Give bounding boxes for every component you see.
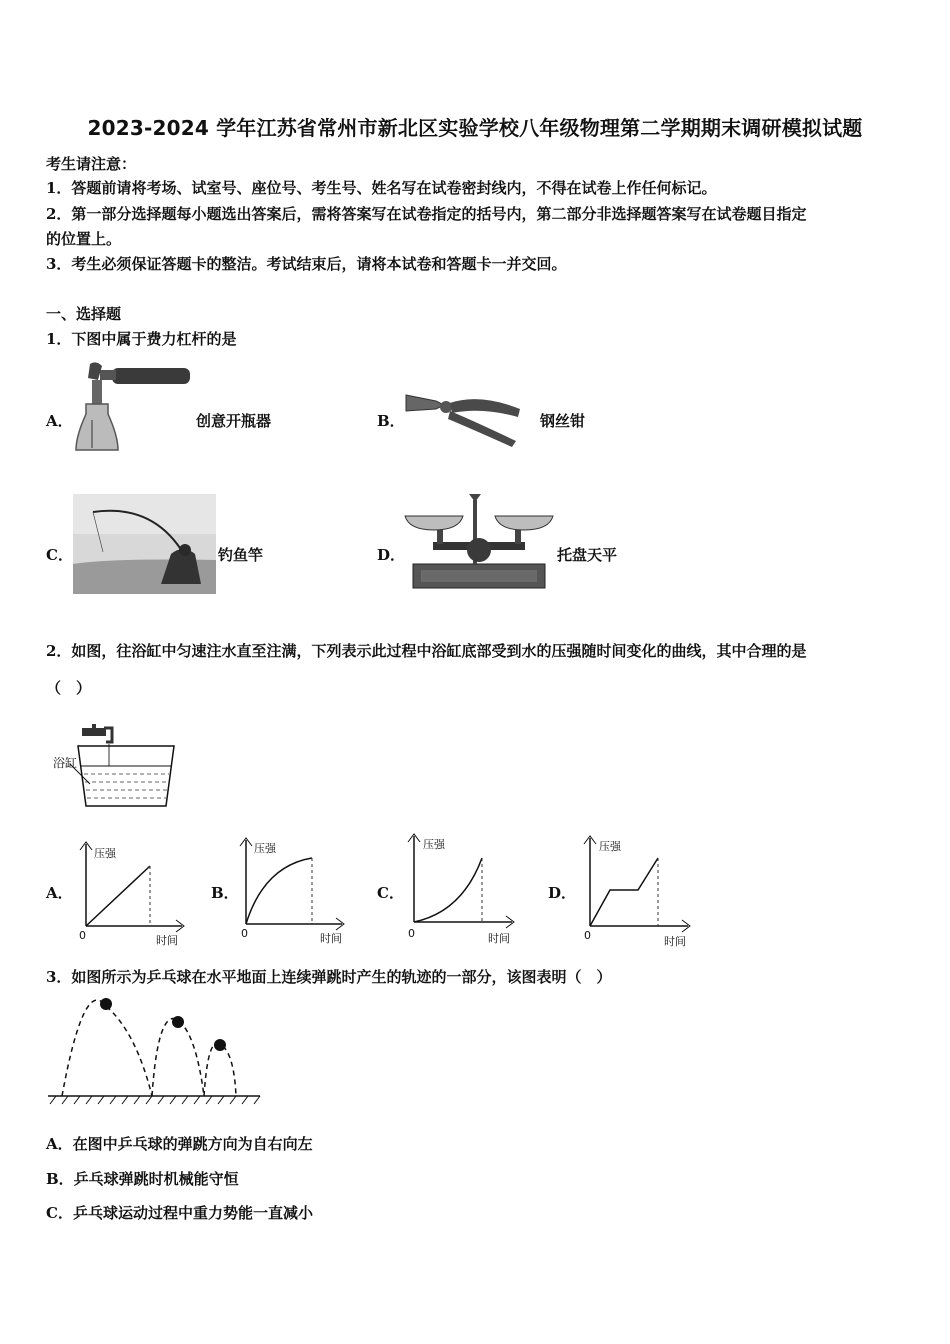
notice-item: 1．答题前请将考场、试室号、座位号、考生号、姓名写在试卷密封线内，不得在试卷上作任何标记。	[46, 179, 717, 197]
graph-a-origin: 0	[79, 929, 86, 942]
question-2-paren: （ ）	[46, 679, 92, 697]
graph-d-ylabel: 压强	[599, 840, 621, 853]
balance-image	[403, 490, 555, 592]
option-c-caption: 钓鱼竿	[218, 546, 264, 564]
graph-b-letter: B．	[211, 884, 239, 902]
graph-c-xlabel: 时间	[488, 932, 510, 945]
graph-b-xlabel: 时间	[320, 932, 342, 945]
graph-d	[574, 834, 694, 940]
graph-d-letter: D．	[548, 884, 577, 902]
question-2-stem: 2．如图，往浴缸中匀速注水直至注满，下列表示此过程中浴缸底部受到水的压强随时间变化的曲线，其中合理的是	[46, 642, 807, 660]
graph-b	[230, 836, 348, 938]
graph-c-letter: C．	[377, 884, 404, 902]
page-title: 2023-2024 学年江苏省常州市新北区实验学校八年级物理第二学期期末调研模拟试题	[87, 116, 863, 140]
notice-item: 2．第一部分选择题每小题选出答案后，需将答案写在试卷指定的括号内，第二部分非选择题答案写在试卷题目指定	[46, 205, 807, 223]
graph-a-ylabel: 压强	[94, 847, 116, 860]
question-3-stem: 3．如图所示为乒乓球在水平地面上连续弹跳时产生的轨迹的一部分，该图表明（ ）	[46, 968, 612, 986]
question-1-stem: 1．下图中属于费力杠杆的是	[46, 330, 237, 348]
bathtub-label: 浴缸	[53, 756, 78, 770]
question-3-option-c: C．乒乓球运动过程中重力势能一直减小	[46, 1204, 313, 1222]
graph-c-origin: 0	[408, 927, 415, 940]
graph-b-origin: 0	[241, 927, 248, 940]
section-heading: 一、选择题	[46, 305, 122, 323]
graph-d-xlabel: 时间	[664, 935, 686, 948]
pliers-image	[400, 385, 525, 447]
option-d-letter: D．	[377, 546, 406, 564]
option-a-letter: A．	[46, 412, 73, 430]
fishing-rod-image	[73, 494, 216, 594]
option-c-letter: C．	[46, 546, 73, 564]
question-3-option-a: A．在图中乒乓球的弹跳方向为自右向左	[46, 1135, 313, 1153]
graph-a-letter: A．	[46, 884, 73, 902]
graph-d-origin: 0	[584, 929, 591, 942]
graph-a	[70, 840, 185, 940]
option-b-caption: 钢丝钳	[540, 412, 586, 430]
graph-b-ylabel: 压强	[254, 842, 276, 855]
notice-item: 3．考生必须保证答题卡的整洁。考试结束后，请将本试卷和答题卡一并交回。	[46, 255, 567, 273]
graph-a-xlabel: 时间	[156, 934, 178, 947]
bottle-opener-image	[72, 360, 194, 452]
option-a-caption: 创意开瓶器	[196, 412, 272, 430]
notice-heading: 考生请注意：	[46, 155, 137, 173]
option-b-letter: B．	[377, 412, 405, 430]
graph-c	[398, 832, 518, 938]
option-d-caption: 托盘天平	[557, 546, 618, 564]
question-3-option-b: B．乒乓球弹跳时机械能守恒	[46, 1170, 239, 1188]
graph-c-ylabel: 压强	[423, 838, 445, 851]
notice-item: 的位置上。	[46, 230, 122, 248]
bouncing-ball-figure	[46, 992, 262, 1106]
